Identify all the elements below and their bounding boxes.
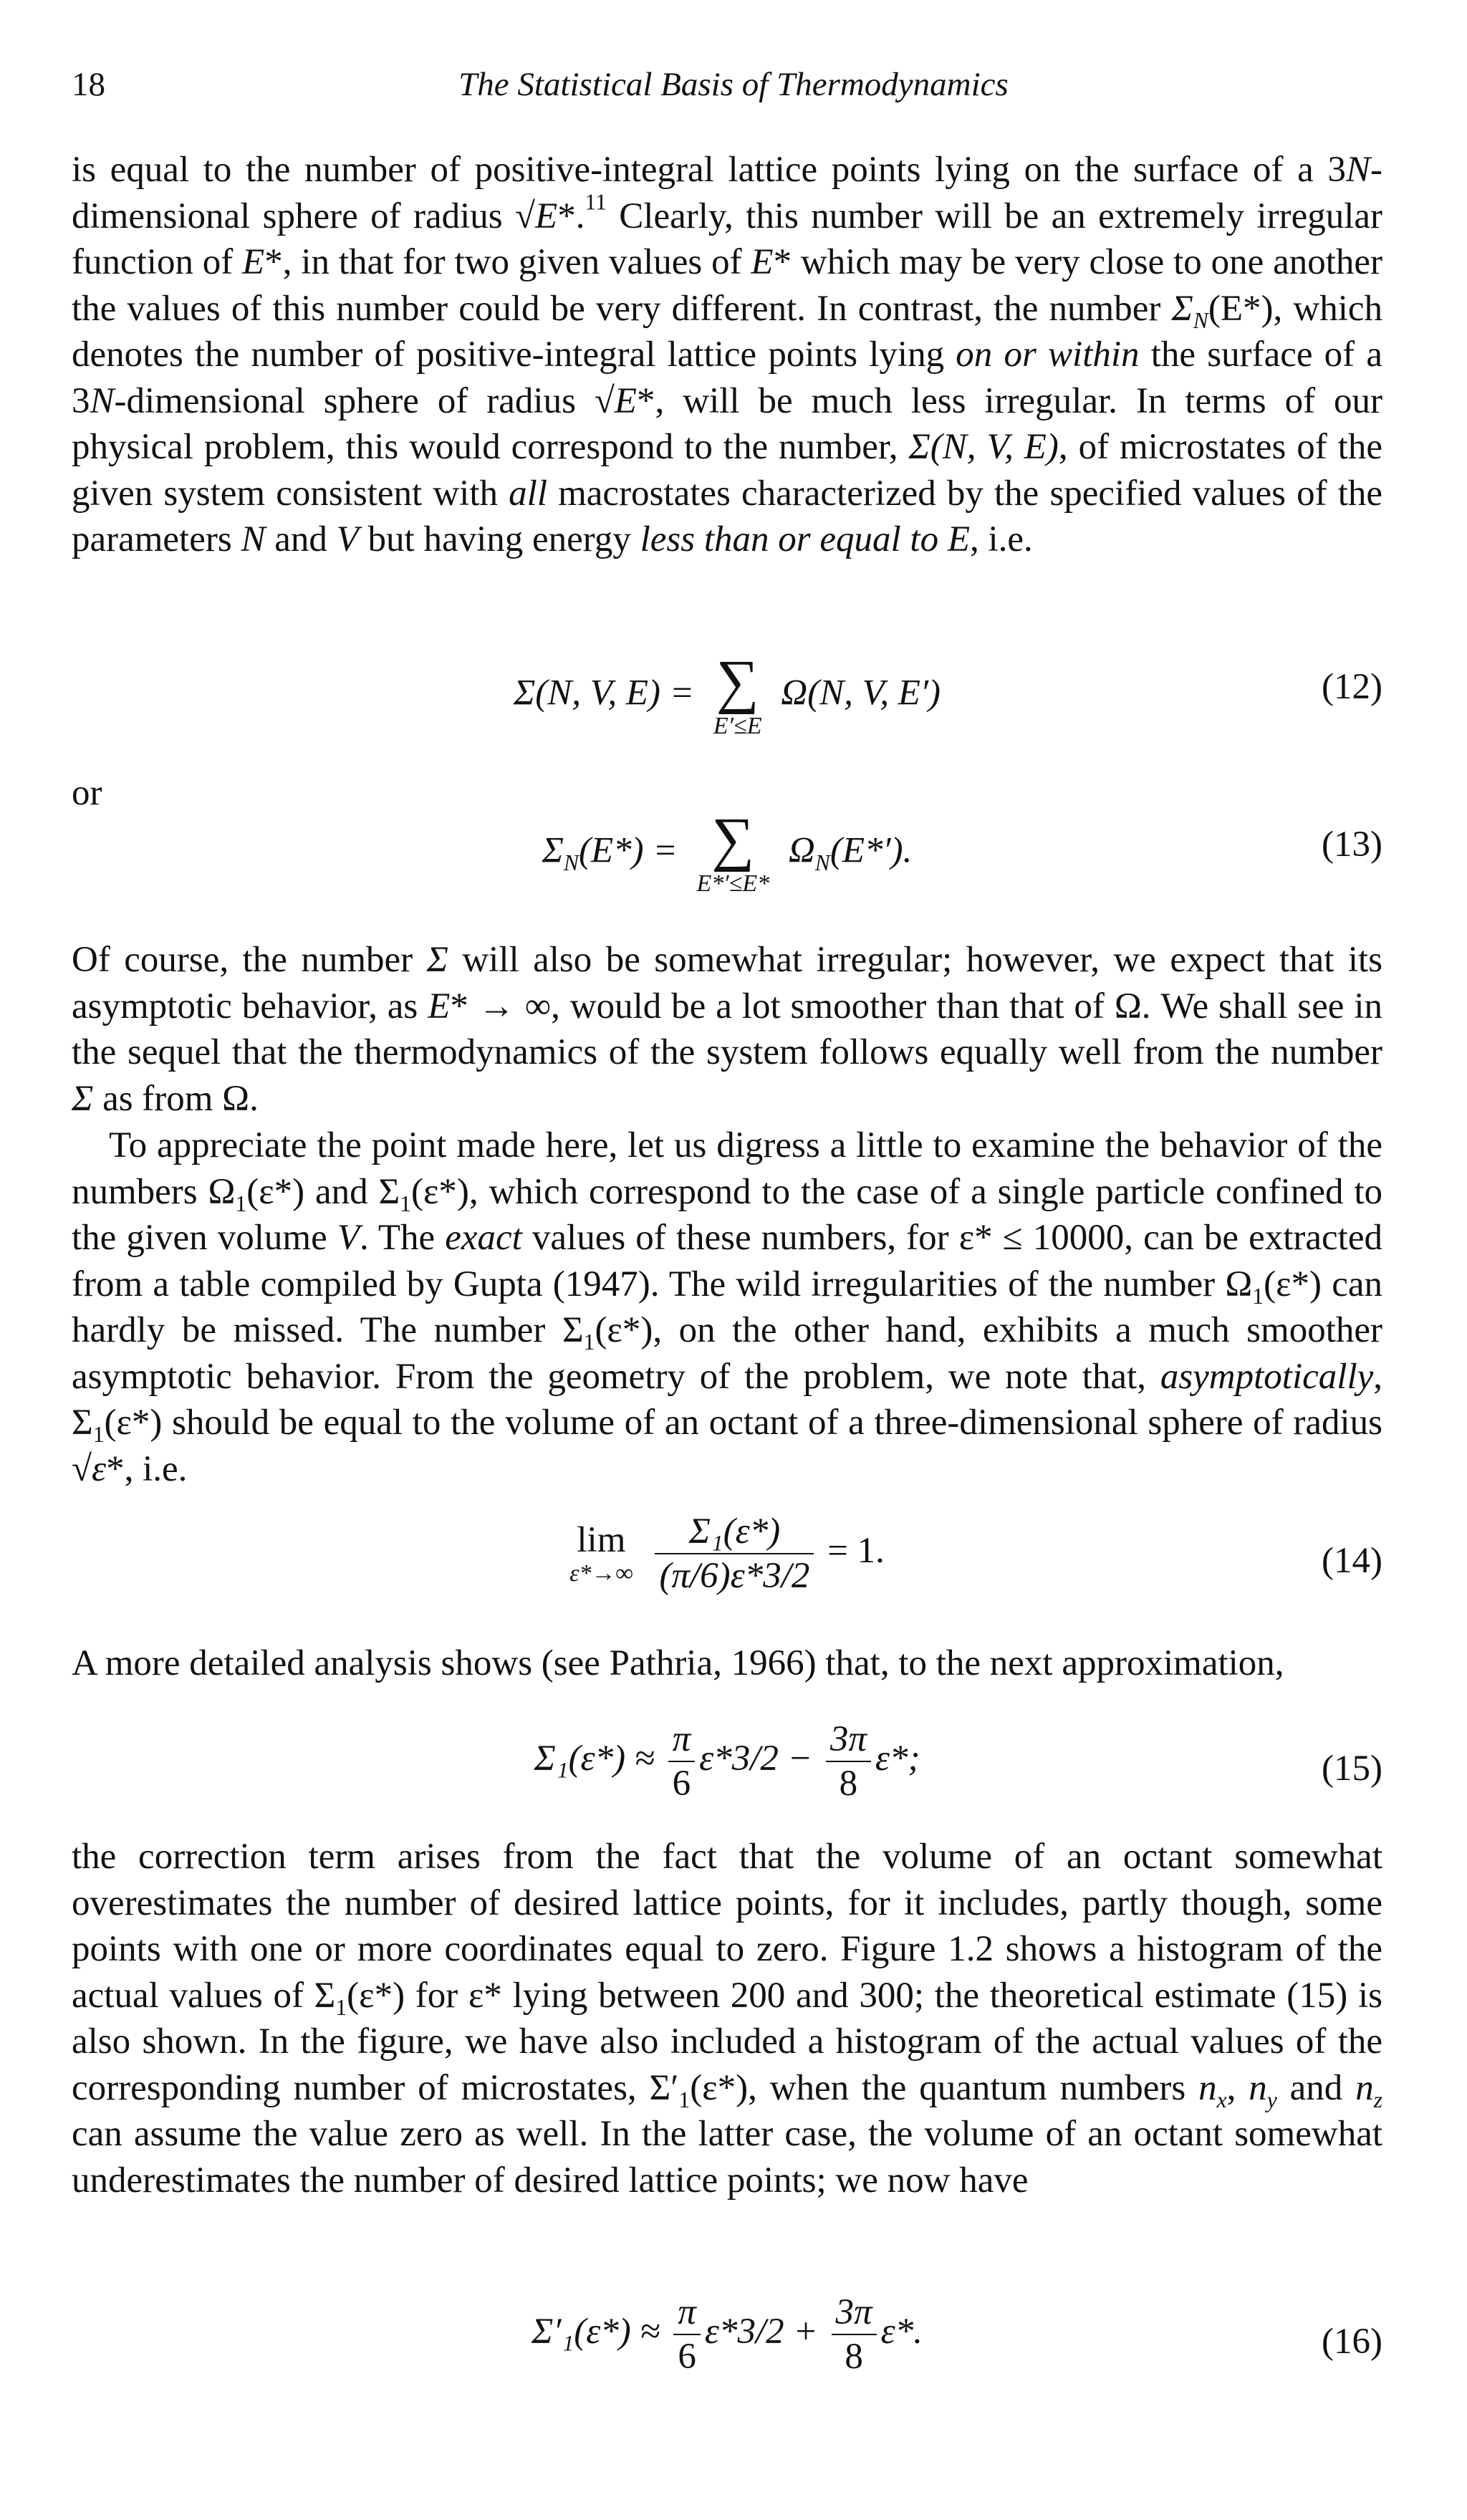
paragraph-5: the correction term arises from the fact that the volume of an octant somewhat overestimates the number of desired lattice points, for it includes, partly though, some points with one or more coordinates equal to zero. Figure 1.2 shows a histogram of the actual values of $\Sigma_1(\varepsilon*)$ for ε* lying between 200 and 300; the theoretical estimate (15) is also shown. In the figure, we have also included a histogram of the actual values of the corresponding number of microstates, $\Sigma'_1(\varepsilon*)$, when the quantum numbers $n_x$, $n_y$ and $n_z$ can assume the value zero as well. In the latter case, the volume of an octant somewhat underestimates the number of desired lattice points; we now have (72, 1837, 1382, 2201)
paragraph-1: is equal to the number of positive-integral lattice points lying on the surface of a 3N-dimensional sphere of radius √E*.$^{11}$ Clearly, this number will be an extremely irregular function of E*, in that for two given values of E* which may be very close to one another the values of this number could be very different. In contrast, the number $\Sigma_N(E*)$, which denotes the number of positive-integral lattice points lying on or within the surface of a 3N-dimensional sphere of radius √E*, will be much less irregular. In terms of our physical problem, this would correspond to the number, Σ(N, V, E), of microstates of the given system consistent with all macrostates characterized by the specified values of the parameters N and V but having energy less than or equal to E, i.e. (72, 150, 1383, 559)
fraction: $\frac{\text{Σ₁(ε*)}}{(\pi/6)\varepsilon*3/2}$ (655, 1511, 814, 1596)
page-number: 18 (72, 66, 105, 103)
limit-operator: lim ε*→∞ (569, 1520, 633, 1587)
connector-or: or (72, 773, 102, 813)
equation-14: lim ε*→∞ $\frac{\text{Σ₁(ε*)}}{(\pi/6)\varepsilon*3/2}$ = 1. (14) (569, 1511, 1382, 1597)
page-header (72, 63, 1395, 106)
equation-number: (14) (1322, 1541, 1382, 1581)
fraction: $\frac{3\pi}{8}$ (826, 1719, 871, 1804)
running-title: The Statistical Basis of Thermodynamics (458, 66, 1009, 103)
equation-15: Σ₁(ε*) ≈ $\frac{\pi}{6}$ ε*3/2 − $\frac{3\pi}{8}$ ε*; (15) (534, 1719, 1382, 1804)
paragraph-3: To appreciate the point made here, let us digress a little to examine the behavior of the numbers $\Omega_1(\varepsilon*)$ and $\Sigma_1(\varepsilon*)$, which correspond to the case of a single particle confined to the given volume V. The exact values of these numbers, for ε* ≤ 10000, can be extracted from a table compiled by Gupta (1947). The wild irregularities of the number $\Omega_1(\varepsilon*)$ can hardly be missed. The number $\Sigma_1(\varepsilon*)$, on the other hand, exhibits a much smoother asymptotic behavior. From the geometry of the problem, we note that, asymptotically, $\Sigma_1(\varepsilon*)$ should be equal to the volume of an octant of a three-dimensional sphere of radius √ε*, i.e. (72, 1125, 1382, 1489)
fraction: $\frac{3\pi}{8}$ (832, 2292, 877, 2377)
fraction: $\frac{\pi}{6}$ (668, 1719, 696, 1804)
paragraph-2: Of course, the number Σ will also be somewhat irregular; however, we expect that its asymptotic behavior, as E* → ∞, would be a lot smoother than that of Ω. We shall see in the sequel that the thermodynamics of the system follows equally well from the number Σ as from Ω. (72, 940, 1382, 1119)
equation-number: (15) (1322, 1749, 1382, 1789)
fraction: $\frac{\pi}{6}$ (673, 2292, 701, 2377)
equation-number: (13) (1322, 824, 1382, 865)
equation-13: $\Sigma_N(E*)$ = ∑ E*′≤E* $\Omega_N(E*')$. (13) (542, 806, 1382, 897)
equation-12: Σ(N, V, E) = ∑ E′≤E Ω(N, V, E′) (12) (513, 648, 1382, 739)
summation-sign: ∑ E*′≤E* (696, 806, 770, 897)
footnote-ref-11: 11 (585, 189, 607, 215)
equation-number: (16) (1322, 2322, 1382, 2362)
summation-sign: ∑ E′≤E (713, 648, 762, 739)
equation-number: (12) (1322, 667, 1382, 707)
paragraph-4: A more detailed analysis shows (see Pathria, 1966) that, to the next approximation, (72, 1643, 1284, 1683)
equation-16: Σ′₁(ε*) ≈ $\frac{\pi}{6}$ ε*3/2 + $\frac{3\pi}{8}$ ε*. (16) (532, 2292, 1382, 2377)
